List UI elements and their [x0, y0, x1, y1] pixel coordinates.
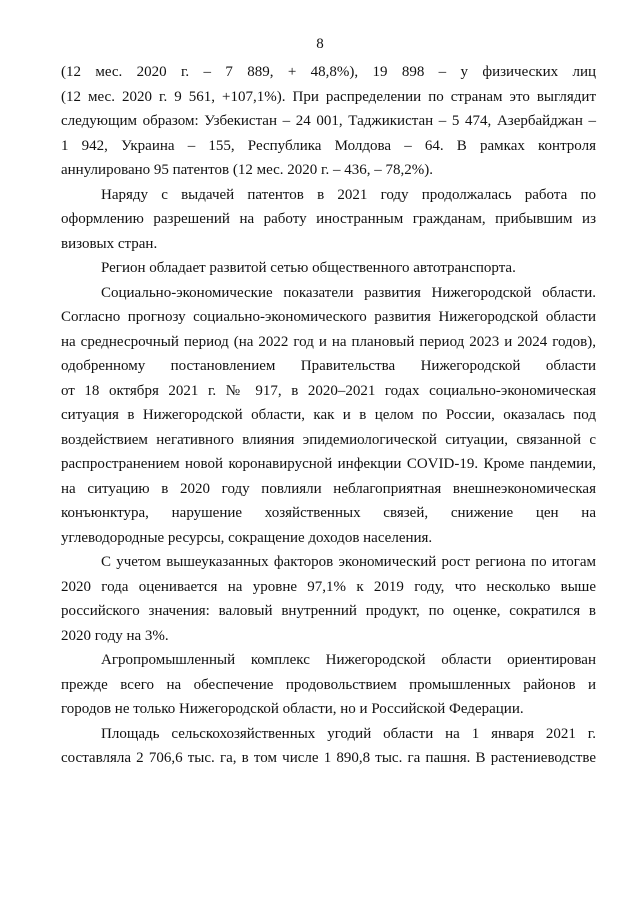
paragraph	[61, 722, 596, 771]
text-line: городов не только Нижегородской области, но и Российской Федерации.	[61, 701, 524, 717]
text-line: углеводородные ресурсы, сокращение доходов населения.	[61, 529, 433, 546]
text-line: С учетом вышеуказанных факторов экономический рост региона по итогам	[101, 554, 596, 570]
paragraph	[61, 60, 596, 183]
paragraph	[61, 281, 596, 551]
text-line: Социально-экономические показатели развития Нижегородской области.	[101, 284, 596, 301]
text-line: 2020 году на 3%.	[61, 627, 169, 644]
page-number: 8	[316, 36, 324, 52]
text-line: аннулировано 95 патентов (12 мес. 2020 г. – 436, – 78,2%).	[61, 162, 433, 178]
text-line: воздействием негативного влияния эпидемиологической ситуации, связанной с	[61, 431, 596, 448]
text-line: прежде всего на обеспечение продовольствием промышленных районов и	[61, 676, 596, 693]
text-line: 2020 года оценивается на уровне 97,1% к 2019 году, что несколько выше	[61, 578, 596, 595]
document-body	[61, 60, 596, 771]
paragraph	[61, 256, 596, 281]
text-line: распространением новой коронавирусной инфекции COVID-19. Кроме пандемии,	[61, 456, 596, 472]
text-line: (12 мес. 2020 г. – 7 889, + 48,8%), 19 898 – у физических лиц	[61, 64, 596, 80]
paragraph	[61, 550, 596, 648]
paragraph	[61, 648, 596, 722]
text-line: следующим образом: Узбекистан – 24 001, Таджикистан – 5 474, Азербайджан –	[61, 113, 596, 129]
text-line: Наряду с выдачей патентов в 2021 году продолжалась работа по	[101, 186, 596, 203]
text-line: на среднесрочный период (на 2022 год и на плановый период 2023 и 2024 годов),	[61, 333, 596, 350]
text-line: визовых стран.	[61, 235, 158, 252]
text-line: на ситуацию в 2020 году повлияли неблагоприятная внешнеэкономическая	[61, 480, 596, 497]
text-line: одобренному постановлением Правительства Нижегородской области	[61, 358, 596, 374]
text-line: Агропромышленный комплекс Нижегородской области ориентирован	[101, 652, 596, 668]
text-line: Согласно прогнозу социально-экономического развития Нижегородской области	[61, 309, 596, 325]
text-line: российского значения: валовый внутренний продукт, по оценке, сократился в	[61, 603, 596, 619]
text-line: составляла 2 706,6 тыс. га, в том числе 1 890,8 тыс. га пашня. В растениеводстве	[61, 750, 596, 766]
text-line: Регион обладает развитой сетью общественного автотранспорта.	[101, 260, 516, 276]
text-line: (12 мес. 2020 г. 9 561, +107,1%). При распределении по странам это выглядит	[61, 88, 596, 105]
paragraph	[61, 183, 596, 257]
text-line: конъюнктура, нарушение хозяйственных связей, снижение цен на	[61, 505, 596, 521]
text-line: Площадь сельскохозяйственных угодий области на 1 января 2021 г.	[101, 725, 596, 742]
text-line: от 18 октября 2021 г. № 917, в 2020–2021 годах социально-экономическая	[61, 382, 596, 399]
text-line: оформлению разрешений на работу иностранным гражданам, прибывшим из	[61, 211, 596, 227]
text-line: 1 942, Украина – 155, Республика Молдова – 64. В рамках контроля	[61, 137, 596, 154]
text-line: ситуация в Нижегородской области, как и в целом по России, оказалась под	[61, 407, 596, 423]
